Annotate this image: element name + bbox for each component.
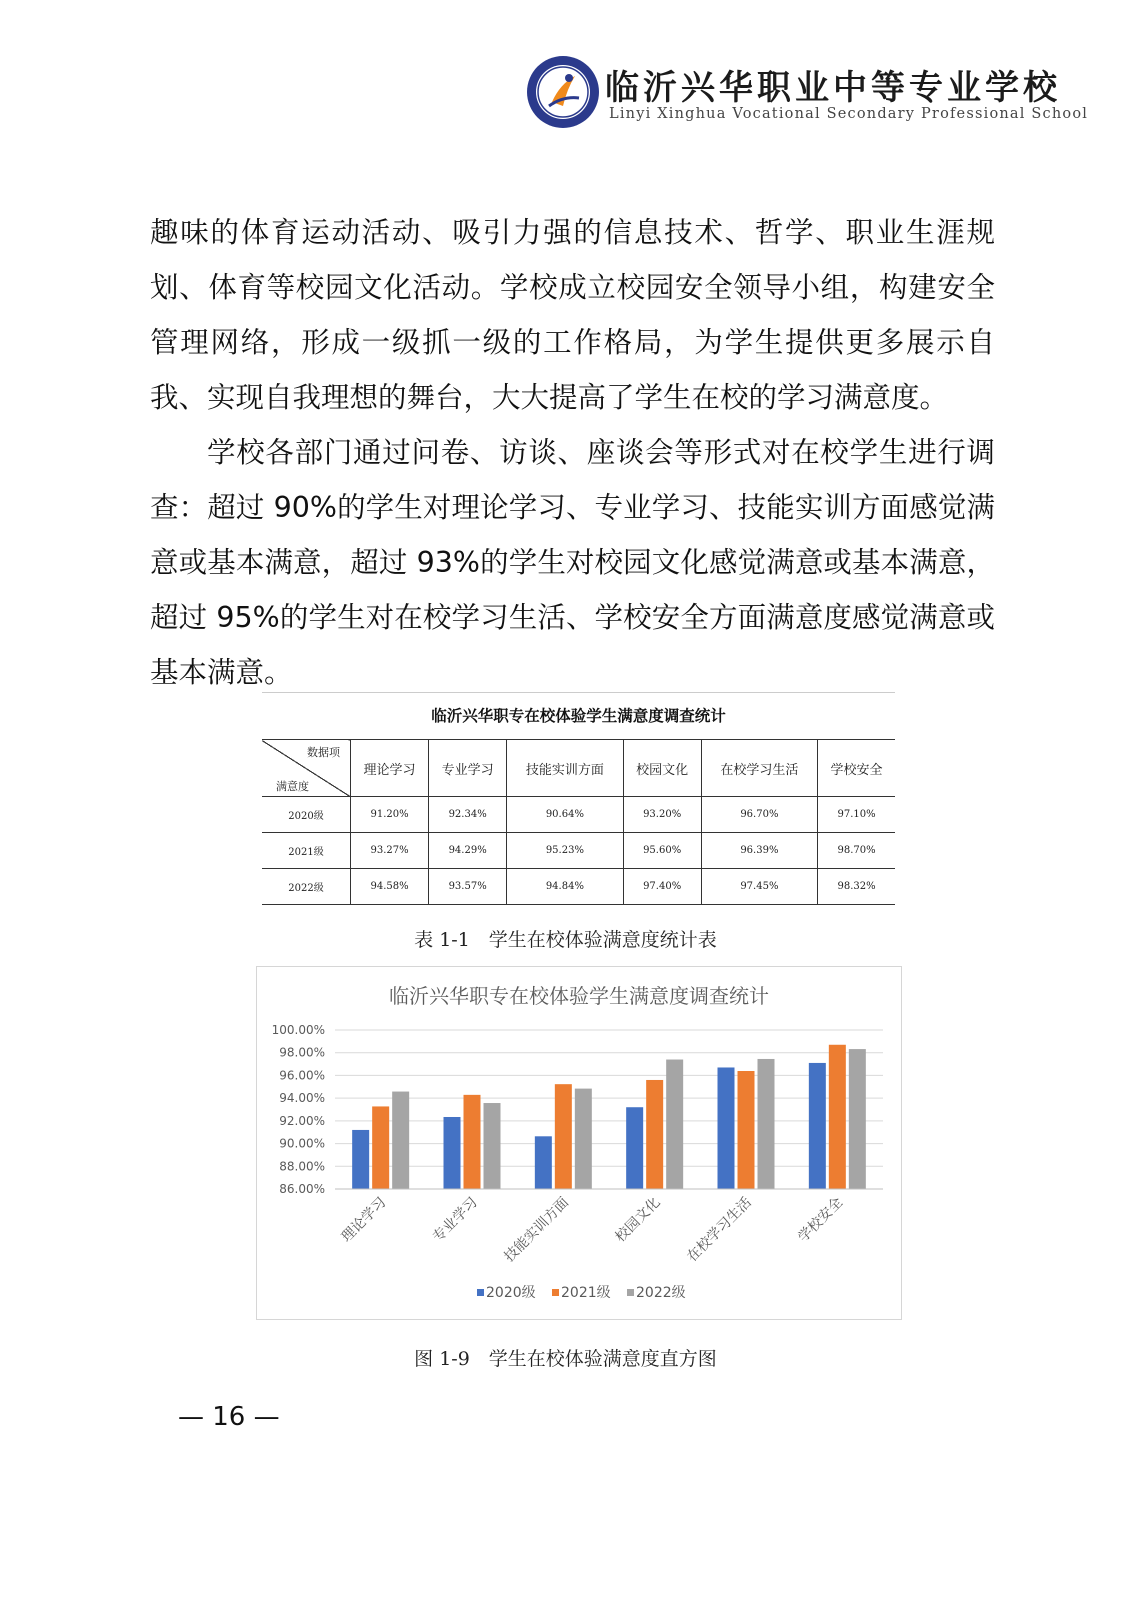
table-row [262, 797, 895, 833]
legend-label: 2022级 [636, 1285, 686, 1301]
x-tick-label: 校园文化 [612, 1194, 664, 1246]
table-cell: 92.34% [429, 797, 507, 833]
bar [626, 1107, 643, 1189]
row-label: 2022级 [262, 869, 351, 905]
bar [646, 1080, 663, 1189]
y-tick-label: 88.00% [279, 1159, 325, 1174]
legend-label: 2021级 [561, 1285, 611, 1301]
school-name-cn: 临沂兴华职业中等专业学校 [605, 68, 1061, 108]
table-cell: 98.70% [818, 833, 895, 869]
column-header: 理论学习 [351, 740, 429, 797]
bar-chart-svg [257, 967, 901, 1319]
bar [758, 1059, 775, 1189]
school-name-en: Linyi Xinghua Vocational Secondary Professional School [609, 106, 1089, 122]
y-tick-label: 86.00% [279, 1182, 325, 1196]
bar [718, 1067, 735, 1189]
row-label: 2021级 [262, 833, 351, 869]
body-text [150, 205, 995, 700]
figure-caption: 图 1-9 学生在校体验满意度直方图 [414, 1348, 717, 1370]
table-cell: 98.32% [818, 869, 895, 905]
row-label: 2020级 [262, 797, 351, 833]
column-header: 校园文化 [623, 740, 701, 797]
x-tick-label: 学校安全 [795, 1194, 847, 1246]
bar [535, 1136, 552, 1189]
table-cell: 94.58% [351, 869, 429, 905]
corner-label-bottom: 满意度 [276, 780, 309, 793]
bar [738, 1071, 755, 1189]
survey-table [262, 739, 895, 905]
y-tick-label: 98.00% [279, 1045, 325, 1060]
table-cell: 96.70% [701, 797, 817, 833]
table-cell: 97.45% [701, 869, 817, 905]
table-cell: 96.39% [701, 833, 817, 869]
corner-label-top: 数据项 [307, 746, 340, 759]
column-header: 专业学习 [429, 740, 507, 797]
table-cell: 90.64% [507, 797, 623, 833]
bar [829, 1045, 846, 1189]
legend-swatch [627, 1289, 634, 1296]
table-cell: 94.29% [429, 833, 507, 869]
bar [352, 1130, 369, 1189]
bar [809, 1063, 826, 1189]
bar [444, 1117, 461, 1189]
table-title: 临沂兴华职专在校体验学生满意度调查统计 [262, 692, 895, 739]
bar [666, 1060, 683, 1189]
legend-label: 2020级 [486, 1285, 536, 1301]
table-cell: 97.10% [818, 797, 895, 833]
bar [555, 1084, 572, 1189]
page-number: — 16 — [178, 1402, 280, 1432]
survey-table-block [262, 692, 895, 905]
table-cell: 94.84% [507, 869, 623, 905]
table-cell: 97.40% [623, 869, 701, 905]
table-cell: 95.23% [507, 833, 623, 869]
x-tick-label: 在校学习生活 [684, 1194, 755, 1266]
bar-chart [256, 966, 902, 1320]
bar [484, 1103, 501, 1189]
legend-swatch [477, 1289, 484, 1296]
y-tick-label: 92.00% [279, 1113, 325, 1128]
chart-title: 临沂兴华职专在校体验学生满意度调查统计 [389, 984, 769, 1008]
bar [464, 1095, 481, 1189]
table-cell: 93.27% [351, 833, 429, 869]
table-header-row [262, 740, 895, 797]
paragraph-2: 学校各部门通过问卷、访谈、座谈会等形式对在校学生进行调查：超过 90%的学生对理论学习、专业学习、技能实训方面感觉满意或基本满意，超过 93%的学生对校园文化感觉满意或基本满意，超过 95%的学生对在校学习生活、学校安全方面满意度感觉满意或基本满意。 [150, 436, 995, 689]
legend-swatch [552, 1289, 559, 1296]
x-tick-label: 专业学习 [429, 1194, 481, 1246]
table-caption: 表 1-1 学生在校体验满意度统计表 [414, 929, 717, 951]
table-row [262, 833, 895, 869]
y-tick-label: 94.00% [279, 1091, 325, 1106]
column-header: 技能实训方面 [507, 740, 623, 797]
x-tick-label: 理论学习 [338, 1194, 390, 1246]
y-tick-label: 100.00% [271, 1023, 325, 1037]
table-corner-cell [262, 740, 351, 797]
column-header: 学校安全 [818, 740, 895, 797]
x-tick-label: 技能实训方面 [501, 1194, 573, 1266]
paragraph-1: 趣味的体育运动活动、吸引力强的信息技术、哲学、职业生涯规划、体育等校园文化活动。学校成立校园安全领导小组，构建安全管理网络，形成一级抓一级的工作格局，为学生提供更多展示自我、实现自我理想的舞台，大大提高了学生在校的学习满意度。 [150, 216, 995, 414]
table-row [262, 869, 895, 905]
column-header: 在校学习生活 [701, 740, 817, 797]
y-tick-label: 90.00% [279, 1136, 325, 1151]
bar [849, 1049, 866, 1189]
bar [392, 1092, 409, 1189]
bar [575, 1089, 592, 1189]
table-cell: 93.20% [623, 797, 701, 833]
y-tick-label: 96.00% [279, 1068, 325, 1083]
school-header [525, 54, 1089, 138]
school-logo-icon [525, 54, 601, 130]
table-cell: 91.20% [351, 797, 429, 833]
table-cell: 95.60% [623, 833, 701, 869]
table-cell: 93.57% [429, 869, 507, 905]
bar [372, 1106, 389, 1189]
